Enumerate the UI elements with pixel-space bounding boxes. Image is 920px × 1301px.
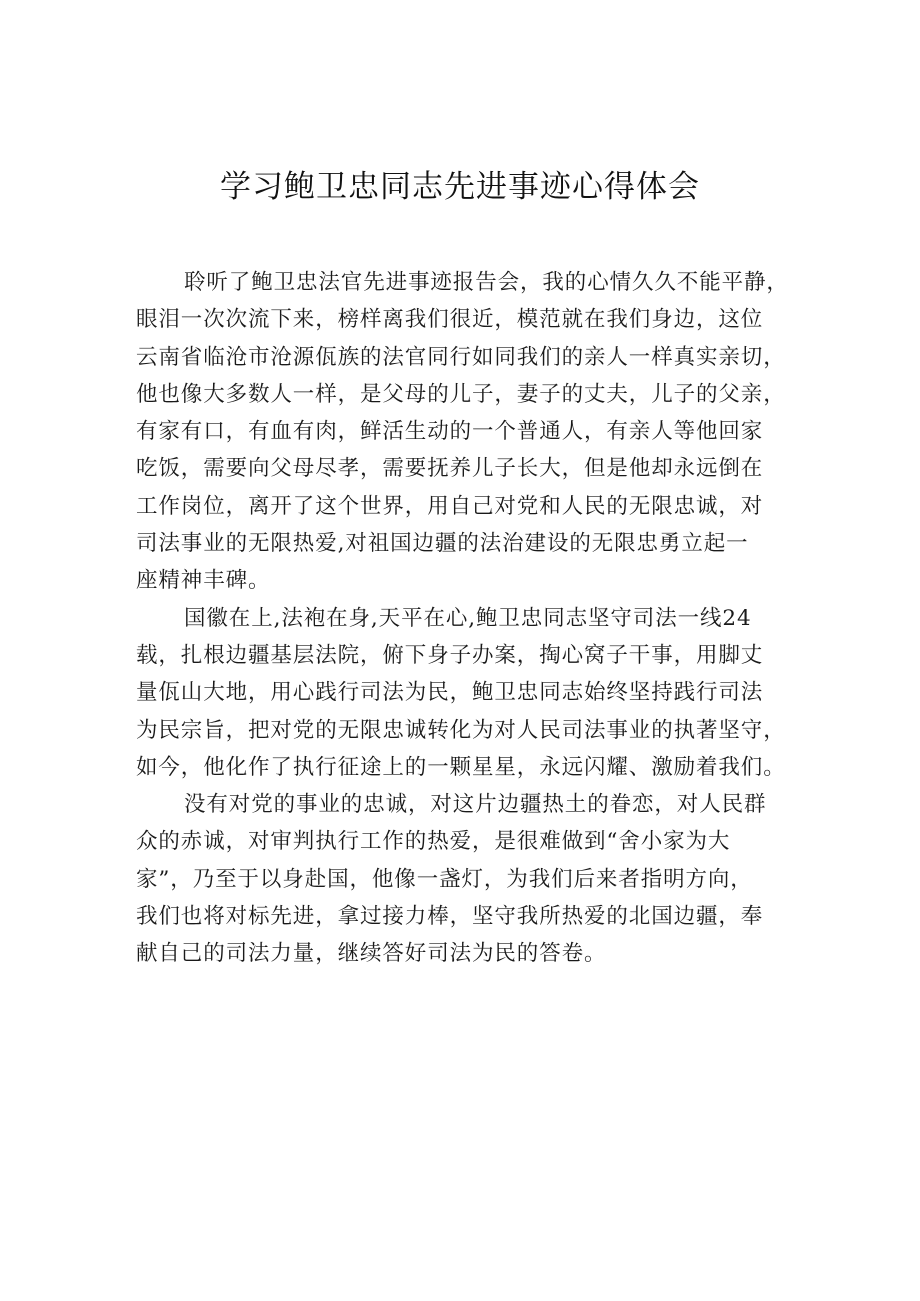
paragraph-line: 献自己的司法力量，继续答好司法为民的答卷。 xyxy=(136,941,607,967)
paragraph-1 xyxy=(136,264,788,600)
paragraph-line: 云南省临沧市沧源佤族的法官同行如同我们的亲人一样真实亲切， xyxy=(136,344,786,370)
paragraph-3 xyxy=(136,786,788,972)
document-body xyxy=(136,264,788,973)
paragraph-line: 眼泪一次次流下来，榜样离我们很近，模范就在我们身边，这位 xyxy=(136,307,764,333)
paragraph-line: 如今，他化作了执行征途上的一颗星星，永远闪耀、激励着我们。 xyxy=(136,754,786,780)
paragraph-line: 吃饭，需要向父母尽孝，需要抚养儿子长大，但是他却永远倒在 xyxy=(136,456,764,482)
paragraph-line: 为民宗旨，把对党的无限忠诚转化为对人民司法事业的执著坚守， xyxy=(136,717,786,743)
paragraph-line: 载，扎根边疆基层法院，俯下身子办案，掏心窝子干事，用脚丈 xyxy=(136,642,764,668)
paragraph-line: 聆听了鲍卫忠法官先进事迹报告会，我的心情久久不能平静， xyxy=(184,270,789,295)
paragraph-line: 没有对党的事业的忠诚，对这片边疆热土的眷恋，对人民群 xyxy=(184,792,767,818)
paragraph-line: 有家有口，有血有肉，鲜活生动的一个普通人，有亲人等他回家 xyxy=(136,419,764,445)
paragraph-line: 量佤山大地，用心践行司法为民，鲍卫忠同志始终坚持践行司法 xyxy=(136,680,764,706)
paragraph-line: 我们也将对标先进，拿过接力棒，坚守我所热爱的北国边疆，奉 xyxy=(136,904,764,930)
paragraph-line: 工作岗位，离开了这个世界，用自己对党和人民的无限忠诚，对 xyxy=(136,493,764,519)
document-title: 学习鲍卫忠同志先进事迹心得体会 xyxy=(220,169,700,205)
paragraph-line: 众的赤诚，对审判执行工作的热爱，是很难做到“舍小家为大 xyxy=(136,829,731,855)
paragraph-2 xyxy=(136,600,788,786)
paragraph-line: 司法事业的无限热爱,对祖国边疆的法治建设的无限忠勇立起一 xyxy=(136,531,749,557)
paragraph-line: 国徽在上,法袍在身,天平在心,鲍卫忠同志坚守司法一线24 xyxy=(184,605,752,631)
paragraph-line: 他也像大多数人一样，是父母的儿子，妻子的丈夫，儿子的父亲， xyxy=(136,381,786,407)
paragraph-line: 座精神丰碑。 xyxy=(136,568,271,594)
paragraph-line: 家”，乃至于以身赴国，他像一盏灯，为我们后来者指明方向， xyxy=(136,866,753,892)
